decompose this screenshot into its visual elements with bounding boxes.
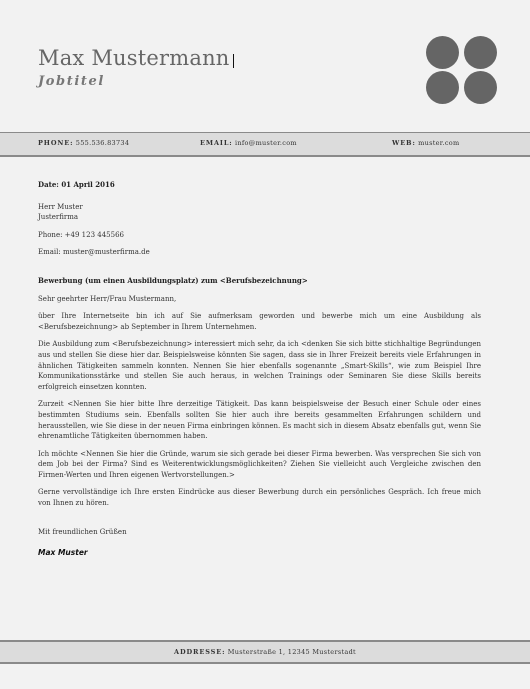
contact-email bbox=[200, 139, 297, 147]
job-title: Jobtitel bbox=[38, 74, 105, 89]
sender-name bbox=[38, 46, 234, 70]
footer-bar bbox=[0, 640, 530, 664]
letter-date: Date: 01 April 2016 bbox=[38, 180, 115, 189]
contact-bar bbox=[0, 132, 530, 157]
paragraph: Die Ausbildung zum <Berufsbezeichnung> interessiert mich sehr, da ich <denken Sie sich bitte stichhaltige Begründungen aus und stellen Sie diese hier dar. Beispielsweise könnten Sie sagen, dass sie in Ihrer Freizeit bereits viele Erfahrungen in ähnlichen Tätigkeiten sammeln konnten. Nennen Sie hier ebenfalls sogenannte „Smart-Skills“, wie zum Beispiel Ihre Kommunikationsstärke und stellen Sie auch heraus, in welchen Trainings oder Seminaren Sie diese Skills bereits erfolgreich einsetzen konnten. bbox=[38, 340, 481, 391]
signature: Max Muster bbox=[38, 548, 88, 558]
recipient-name: Herr Muster bbox=[38, 202, 83, 211]
closing: Mit freundlichen Grüßen bbox=[38, 527, 127, 536]
footer-address bbox=[0, 648, 530, 656]
recipient-company: Justerfirma bbox=[38, 213, 79, 222]
paragraph: Zurzeit <Nennen Sie hier bitte Ihre derzeitige Tätigkeit. Das kann beispielsweise der Besuch einer Schule oder eines bestimmten Studiums sein. Ebenfalls sollten Sie hier auch ihre bereits gesammelten Erfahrungen schildern und herausstellen, wie Sie diese in der neuen Firma einbringen können. Es macht sich in diesem Absatz ebenfalls gut, wenn Sie ehrenamtliche Tätigkeiten übernommen haben. bbox=[38, 400, 481, 441]
recipient-phone: Phone: +49 123 445566 bbox=[38, 230, 124, 239]
letter-body bbox=[38, 180, 481, 559]
logo-circles-icon bbox=[426, 36, 498, 102]
email-value: info@muster.com bbox=[234, 139, 297, 147]
email-label: EMAIL: bbox=[200, 139, 233, 147]
web-label: WEB: bbox=[392, 139, 416, 147]
logo-circle bbox=[464, 71, 497, 104]
contact-phone bbox=[38, 139, 129, 147]
phone-value: 555.536.83734 bbox=[75, 139, 130, 147]
paragraph: Ich möchte <Nennen Sie hier die Gründe, warum sie sich gerade bei dieser Firma bewerben. Was versprechen Sie sich von dem Job bei der Firma? Sind es Weiterentwicklungsmöglichkeiten? Ziehen Sie vielleicht auch Vergleiche zwischen den Firmen-Werten und Ihren eigenen Wertvorstellungen.> bbox=[38, 449, 481, 479]
logo-circle bbox=[464, 36, 497, 69]
footer-margin bbox=[0, 664, 530, 689]
web-value: muster.com bbox=[418, 139, 460, 147]
paragraph: über Ihre Internetseite bin ich auf Sie aufmerksam geworden und bewerbe mich um eine Ausbildung als <Berufsbezeichnung> ab September in Ihrem Unternehmen. bbox=[38, 312, 481, 331]
logo-circle bbox=[426, 36, 459, 69]
salutation: Sehr geehrter Herr/Frau Mustermann, bbox=[38, 294, 177, 303]
address-label: ADDRESSE: bbox=[174, 648, 226, 656]
sender-name-text: Max Mustermann bbox=[38, 46, 230, 70]
letterhead bbox=[0, 0, 530, 130]
phone-label: PHONE: bbox=[38, 139, 74, 147]
logo-circle bbox=[426, 71, 459, 104]
text-cursor bbox=[233, 54, 234, 68]
paragraph: Gerne vervollständige ich Ihre ersten Eindrücke aus dieser Bewerbung durch ein persönliches Gespräch. Ich freue mich von Ihnen zu hören. bbox=[38, 488, 481, 508]
recipient-email: Email: muster@musterfirma.de bbox=[38, 248, 150, 257]
letter-subject: Bewerbung (um einen Ausbildungsplatz) zum <Berufsbezeichnung> bbox=[38, 275, 308, 285]
address-value: Musterstraße 1, 12345 Musterstadt bbox=[227, 648, 356, 656]
contact-web bbox=[392, 139, 459, 147]
